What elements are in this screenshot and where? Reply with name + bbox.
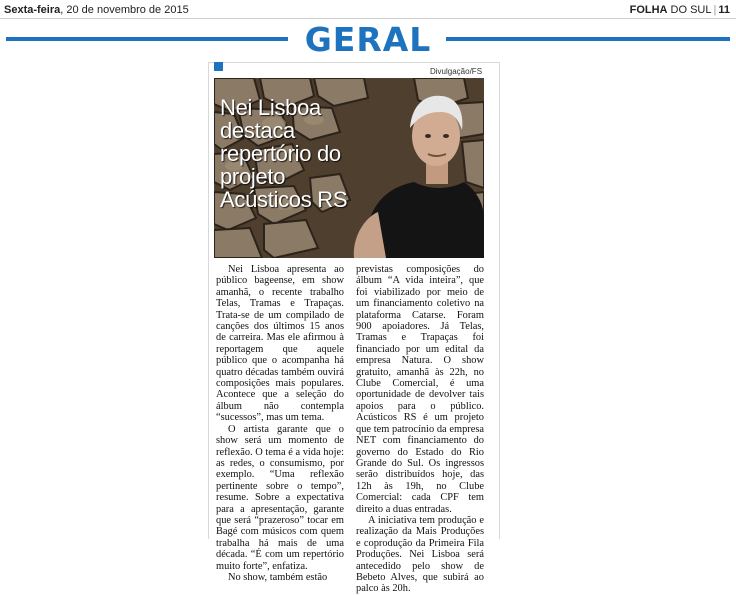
weekday: Sexta-feira bbox=[4, 4, 61, 16]
article-paragraph: previstas composições do álbum “A vida inteira”, que foi viabilizado por meio de um financiamento coletivo na plataforma Catarse. Foram 900 apoiadores. Já Telas, Tramas e Trapaças foi financiado por um edital da empresa Natura. O show gratuito, amanhã às 22h, no Clube Comercial, é uma oportunidade de devolver tais apoios para o público. Acústicos RS é um projeto que tem patrocínio da empresa NET com financiamento do governo do Estado do Rio Grande do Sul. Os ingressos serão distribuídos hoje, das 12h às 19h, no Clube Comercial: cada CPF tem direito a duas entradas. bbox=[356, 264, 484, 515]
section-title: GERAL bbox=[304, 20, 432, 59]
header-separator: | bbox=[713, 4, 717, 16]
page-number: 11 bbox=[718, 4, 730, 16]
paper-name-rest: DO SUL bbox=[667, 4, 712, 16]
article-paragraph: A iniciativa tem produção e realização da Mais Produções e coprodução da Primeira Fila Produções. Nei Lisboa será antecedido pelo show de Bebeto Alves, que subirá ao palco às 20h. bbox=[356, 514, 484, 595]
section-rule-right bbox=[446, 37, 730, 41]
header-rule bbox=[0, 18, 736, 19]
section-rule-left bbox=[6, 37, 288, 41]
article-headline: Nei Lisboa destaca repertório do projeto Acústicos RS bbox=[220, 95, 348, 212]
corner-marker bbox=[214, 62, 223, 71]
issue-date bbox=[4, 4, 189, 16]
date-text: , 20 de novembro de 2015 bbox=[60, 4, 189, 16]
article-paragraph: O artista garante que o show será um momento de reflexão. O tema é a vida hoje: as redes, o consumismo, por exemplo. “Uma reflexão pertinente sobre o tempo”, resume. Sobre a expectativa para a apresentação, garante que será “prazeroso” tocar em Bagé com músicos com quem trabalha há mais de uma década. “É com um repertório muito forte”, enfatiza. bbox=[216, 423, 344, 572]
newspaper-name bbox=[630, 4, 730, 16]
paper-name-bold: FOLHA bbox=[629, 4, 668, 16]
photo-credit: Divulgação/FS bbox=[430, 67, 483, 76]
article-column-2 bbox=[356, 264, 484, 595]
article-paragraph: Nei Lisboa apresenta ao público bageense, em show amanhã, o recente trabalho Telas, Tramas e Trapaças. Trata-se de um compilado de canções dos últimos 15 anos de carreira. Mas ele afirmou à reportagem que aquele público que o acompanha há quatro décadas também ouvirá composições mais populares. Acontece que a seleção do álbum não contempla “sucessos”, mas um tema. bbox=[216, 264, 344, 424]
page-header bbox=[0, 0, 736, 20]
article-column-1 bbox=[216, 264, 344, 583]
article-paragraph: No show, também estão bbox=[228, 571, 328, 583]
